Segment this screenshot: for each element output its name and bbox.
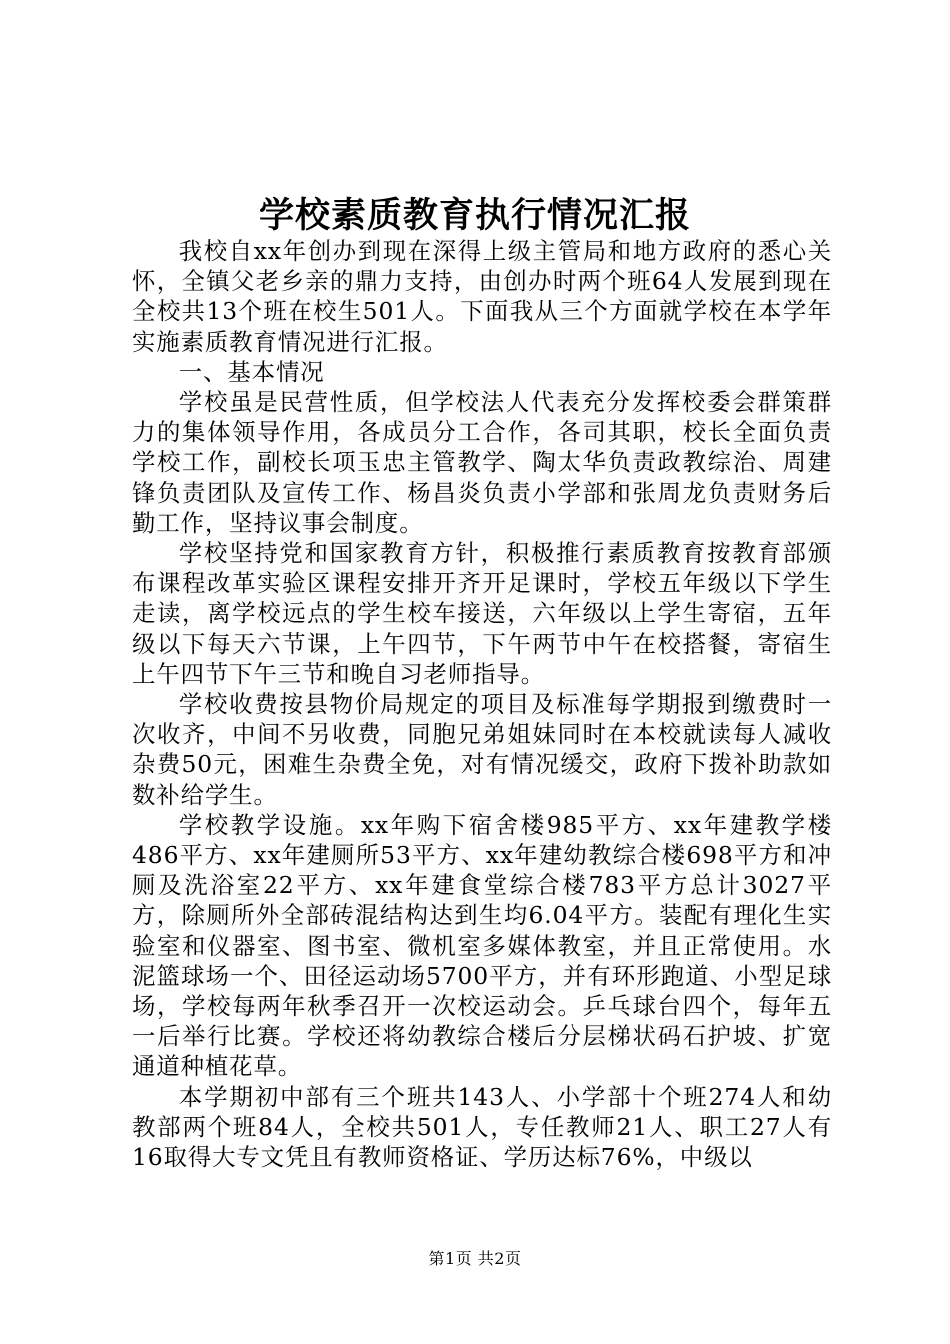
paragraph-leadership: 学校虽是民营性质，但学校法人代表充分发挥校委会群策群力的集体领导作用，各成员分工合作，各司其职，校长全面负责学校工作，副校长项玉忠主管教学、陶太华负责政教综治、周建锋负责团队及宣传工作、杨昌炎负责小学部和张周龙负责财务后勤工作，坚持议事会制度。	[132, 388, 832, 537]
paragraph-fees: 学校收费按县物价局规定的项目及标准每学期报到缴费时一次收齐，中间不另收费，同胞兄弟姐妹同时在本校就读每人减收杂费50元，困难生杂费全免，对有情况缓交，政府下拨补助款如数补给学生。	[132, 690, 832, 809]
paragraph-enrollment: 本学期初中部有三个班共143人、小学部十个班274人和幼教部两个班84人，全校共501人，专任教师21人、职工27人有16取得大专文凭且有教师资格证、学历达标76%，中级以	[132, 1082, 832, 1172]
paragraph-facilities: 学校教学设施。xx年购下宿舍楼985平方、xx年建教学楼486平方、xx年建厕所53平方、xx年建幼教综合楼698平方和冲厕及洗浴室22平方、xx年建食堂综合楼783平方总计3027平方，除厕所外全部砖混结构达到生均6.04平方。装配有理化生实验室和仪器室、图书室、微机室多媒体教室，并且正常使用。水泥篮球场一个、田径运动场5700平方，并有环形跑道、小型足球场，学校每两年秋季召开一次校运动会。乒乓球台四个，每年五一后举行比赛。学校还将幼教综合楼后分层梯状码石护坡、扩宽通道种植花草。	[132, 810, 832, 1081]
page-footer: 第1页 共2页	[428, 1249, 522, 1268]
section-heading-basic: 一、基本情况	[178, 357, 325, 386]
document-body	[132, 236, 832, 1172]
paragraph-curriculum: 学校坚持党和国家教育方针，积极推行素质教育按教育部颁布课程改革实验区课程安排开齐开足课时，学校五年级以下学生走读，离学校远点的学生校车接送，六年级以上学生寄宿，五年级以下每天六节课，上午四节，下午两节中午在校搭餐，寄宿生上午四节下午三节和晚自习老师指导。	[132, 539, 832, 688]
paragraph-intro: 我校自xx年创办到现在深得上级主管局和地方政府的悉心关怀，全镇父老乡亲的鼎力支持，由创办时两个班64人发展到现在全校共13个班在校生501人。下面我从三个方面就学校在本学年实施素质教育情况进行汇报。	[132, 237, 832, 356]
document-title: 学校素质教育执行情况汇报	[258, 195, 691, 236]
